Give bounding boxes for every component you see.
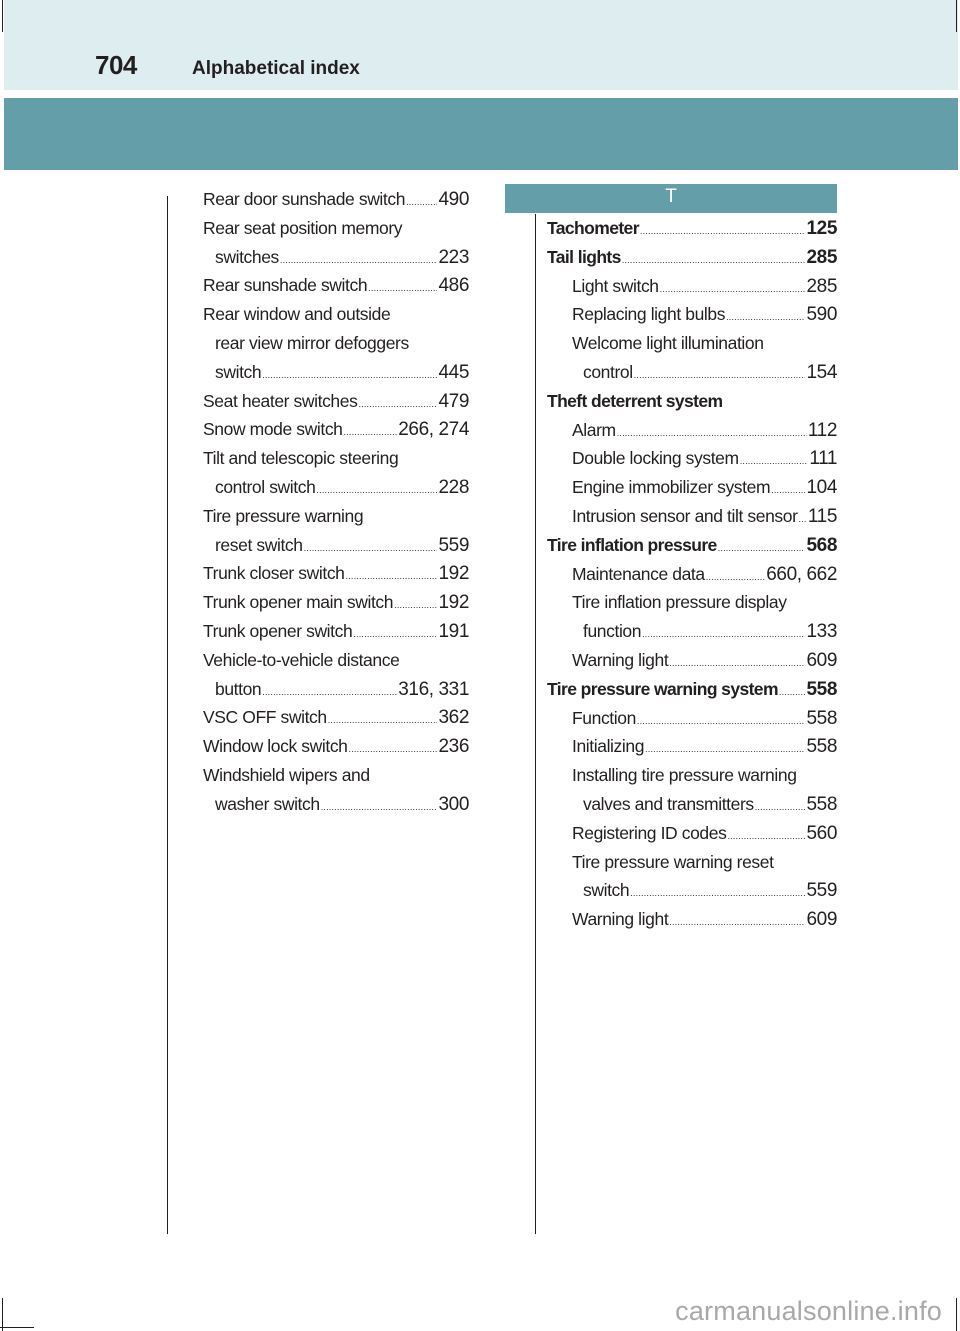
index-entry-text: Warning light (572, 649, 669, 670)
dot-leader (262, 678, 397, 707)
dot-leader (617, 419, 807, 448)
left-column-rule (167, 196, 168, 1234)
index-entry-text: Vehicle-to-vehicle distance (203, 649, 400, 670)
index-entry-text: Rear sunshade switch (203, 275, 368, 296)
index-entry (203, 617, 469, 646)
index-entry (203, 271, 469, 300)
index-entry-text: Engine immobilizer system (572, 477, 771, 498)
crop-mark (956, 0, 957, 32)
page-number: 704 (95, 50, 137, 80)
index-entry (547, 387, 837, 416)
dot-leader (740, 447, 809, 476)
index-entry-text: control (583, 361, 633, 382)
index-page-ref: 228 (438, 476, 469, 498)
dot-leader (358, 390, 437, 419)
index-page-ref: 104 (806, 477, 837, 499)
dot-leader (328, 706, 438, 735)
index-entry-text: Trunk closer switch (203, 563, 345, 584)
crop-mark (2, 0, 3, 32)
dot-leader (799, 505, 807, 534)
dot-leader (642, 620, 805, 649)
index-entry (547, 732, 837, 761)
index-entry (547, 358, 837, 387)
index-entry-text: Light switch (572, 275, 659, 296)
index-page-ref: 559 (438, 534, 469, 556)
dot-leader (706, 563, 766, 592)
index-page-ref: 223 (438, 246, 469, 268)
index-entry (547, 675, 837, 704)
index-page-ref: 191 (438, 620, 469, 642)
dot-leader (718, 534, 806, 563)
index-entry-text: button (215, 678, 262, 699)
index-entry (203, 415, 469, 444)
index-entry (547, 329, 837, 358)
dot-leader (622, 246, 806, 275)
dot-leader (640, 217, 806, 246)
index-page-ref: 568 (806, 534, 837, 556)
dot-leader (349, 735, 438, 764)
index-entry (547, 819, 837, 848)
crop-mark (0, 1327, 34, 1328)
right-column-rule (535, 214, 536, 1234)
index-entry (547, 416, 837, 445)
index-page-ref: 445 (438, 361, 469, 383)
dot-leader (727, 822, 805, 851)
index-page-ref: 192 (438, 592, 469, 614)
index-entry-text: Registering ID codes (572, 822, 727, 843)
index-right-column (547, 214, 837, 934)
page-title: Alphabetical index (192, 58, 360, 79)
index-entry-text: Snow mode switch (203, 419, 343, 440)
index-entry (547, 444, 837, 473)
index-entry (547, 588, 837, 617)
index-entry-text: switches (215, 246, 279, 267)
dot-leader (304, 534, 438, 563)
index-page-ref: 285 (806, 246, 837, 268)
dot-leader (634, 361, 806, 390)
index-entry (547, 704, 837, 733)
index-page-ref: 266, 274 (398, 419, 469, 441)
index-entry (203, 444, 469, 473)
index-page-ref: 125 (806, 218, 837, 239)
dot-leader (353, 620, 437, 649)
index-entry (547, 761, 837, 790)
dot-leader (637, 707, 806, 736)
index-entry (547, 905, 837, 934)
index-page-ref: 316, 331 (398, 678, 469, 700)
index-entry-text: Alarm (572, 419, 616, 440)
index-entry-text: Trunk opener switch (203, 620, 353, 641)
index-entry-text: Theft deterrent system (547, 390, 723, 411)
index-entry-text: Tire inflation pressure (547, 534, 717, 555)
index-entry (203, 300, 469, 329)
index-entry-text: Tire pressure warning (203, 505, 364, 526)
index-entry (547, 790, 837, 819)
index-page-ref: 154 (806, 361, 837, 383)
index-entry-text: Double locking system (572, 448, 739, 469)
index-page-ref: 115 (807, 505, 837, 527)
index-entry-text: Function (572, 707, 636, 728)
index-entry (203, 531, 469, 560)
dot-leader (645, 735, 805, 764)
index-page-ref: 133 (806, 621, 837, 643)
index-entry (203, 559, 469, 588)
index-entry-text: switch (215, 361, 262, 382)
index-page-ref: 490 (438, 189, 469, 210)
dot-leader (779, 678, 806, 707)
index-entry-text: Tachometer (547, 218, 639, 238)
dot-leader (368, 274, 437, 303)
index-entry (203, 790, 469, 819)
index-entry (547, 243, 837, 272)
dot-leader (262, 361, 437, 390)
index-page-ref: 111 (809, 448, 837, 470)
index-entry (547, 646, 837, 675)
dot-leader (316, 476, 437, 505)
dot-leader (344, 418, 398, 447)
index-entry (203, 588, 469, 617)
index-entry (203, 761, 469, 790)
index-entry (547, 848, 837, 877)
index-entry (203, 214, 469, 243)
index-page-ref: 558 (806, 678, 837, 700)
dot-leader (346, 562, 438, 591)
index-entry-text: washer switch (215, 793, 320, 814)
index-entry (203, 732, 469, 761)
index-page-ref: 300 (438, 793, 469, 815)
dot-leader (321, 793, 438, 822)
index-page-ref: 560 (806, 822, 837, 844)
index-entry-text: Replacing light bulbs (572, 304, 726, 325)
index-page-ref: 609 (806, 649, 837, 671)
index-entry-text: Tire inflation pressure display (572, 592, 787, 613)
index-entry-text: valves and transmitters (583, 793, 754, 814)
index-entry-text: switch (583, 880, 630, 901)
index-entry-text: Tire pressure warning reset (572, 851, 774, 872)
index-entry (547, 300, 837, 329)
index-page-ref: 285 (806, 275, 837, 297)
index-entry-text: Welcome light illumination (572, 333, 764, 354)
index-entry-text: Trunk opener main switch (203, 592, 394, 613)
index-entry (203, 675, 469, 704)
index-entry (547, 617, 837, 646)
dot-leader (630, 879, 805, 908)
index-page-ref: 362 (438, 707, 469, 729)
index-entry-text: Initializing (572, 736, 645, 757)
index-page-ref: 558 (806, 736, 837, 758)
index-page-ref: 479 (438, 390, 469, 412)
index-entry (547, 502, 837, 531)
dot-leader (406, 188, 437, 217)
index-entry-text: Installing tire pressure warning (572, 765, 797, 786)
index-page-ref: 558 (806, 707, 837, 729)
index-entry-text: Intrusion sensor and tilt sensor (572, 505, 798, 526)
index-entry-text: Maintenance data (572, 563, 705, 584)
index-page-ref: 559 (806, 880, 837, 902)
index-entry (547, 531, 837, 560)
index-entry (203, 358, 469, 387)
index-entry (203, 387, 469, 416)
index-page-ref: 486 (438, 275, 469, 297)
index-entry (547, 560, 837, 589)
index-page-ref: 609 (806, 909, 837, 931)
index-entry (547, 214, 837, 243)
index-entry (203, 703, 469, 732)
index-entry (547, 473, 837, 502)
index-entry-text: VSC OFF switch (203, 707, 327, 728)
index-left-column (203, 185, 469, 819)
dot-leader (755, 793, 806, 822)
index-entry-text: reset switch (215, 534, 303, 555)
dot-leader (394, 591, 437, 620)
index-entry-text: Window lock switch (203, 736, 348, 757)
section-letter-header: T (505, 184, 837, 213)
dot-leader (669, 908, 805, 937)
index-entry-text: Rear door sunshade switch (203, 189, 406, 209)
header-bar (4, 0, 958, 90)
watermark: carmanualsonline.info (675, 1296, 942, 1326)
index-entry-text: Rear seat position memory (203, 217, 403, 238)
index-entry (203, 243, 469, 272)
index-page-ref: 558 (806, 793, 837, 815)
index-entry-text: Tilt and telescopic steering (203, 448, 399, 469)
index-entry (547, 876, 837, 905)
index-entry (203, 502, 469, 531)
crop-mark (956, 1298, 957, 1331)
index-page-ref: 236 (438, 736, 469, 758)
index-entry (203, 473, 469, 502)
index-page-ref: 590 (806, 304, 837, 326)
dot-leader (771, 476, 805, 505)
index-entry-text: Tire pressure warning system (547, 678, 778, 699)
section-band (4, 98, 958, 170)
dot-leader (660, 275, 806, 304)
index-entry-text: rear view mirror defoggers (215, 332, 409, 353)
index-entry (203, 646, 469, 675)
index-page-ref: 660, 662 (766, 563, 837, 585)
dot-leader (280, 246, 438, 275)
index-entry-text: Seat heater switches (203, 390, 358, 411)
index-page-ref: 192 (438, 563, 469, 585)
index-entry-text: Tail lights (547, 246, 621, 267)
dot-leader (726, 303, 805, 332)
index-entry (203, 185, 469, 214)
index-entry (203, 329, 469, 358)
index-entry-text: control switch (215, 476, 316, 497)
dot-leader (669, 649, 805, 678)
index-entry-text: Warning light (572, 909, 669, 930)
index-entry-text: Windshield wipers and (203, 764, 370, 785)
index-entry-text: function (583, 621, 642, 642)
index-entry-text: Rear window and outside (203, 304, 391, 325)
index-entry (547, 272, 837, 301)
index-page-ref: 112 (807, 419, 837, 441)
